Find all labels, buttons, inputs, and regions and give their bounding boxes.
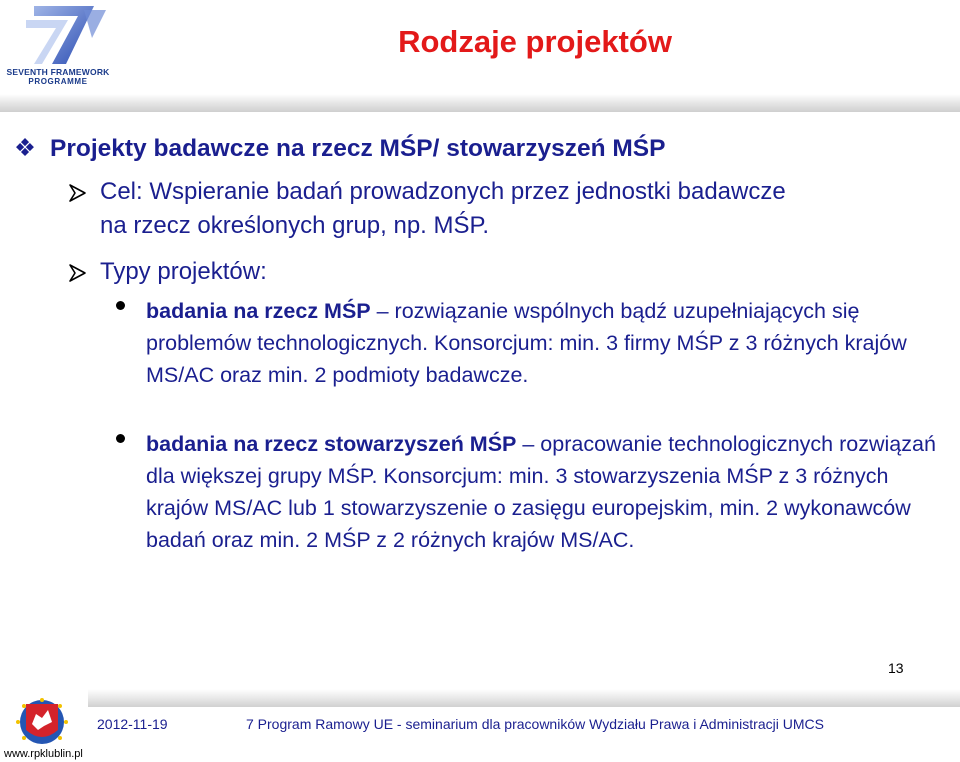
footer-divider [88, 689, 960, 707]
point-types-text: Typy projektów: [100, 258, 267, 285]
footer-date: 2012-11-19 [97, 716, 168, 732]
page-number: 13 [888, 660, 904, 676]
fp7-logo-line1: SEVENTH FRAMEWORK [6, 67, 110, 77]
subpoint-sme-research [146, 295, 946, 391]
main-heading-text: Projekty badawcze na rzecz MŚP/ stowarzyszeń MŚP [50, 135, 666, 162]
subpoint-sme-associations [146, 428, 946, 556]
point-goal-line2: na rzecz określonych grup, np. MŚP. [100, 212, 490, 239]
header-divider [0, 94, 960, 112]
subpoint-sme-associations-bold: badania na rzecz stowarzyszeń MŚP [146, 432, 517, 456]
subpoint-sme-associations-text: – opracowanie technologicznych rozwiązań dla większej grupy MŚP. Konsorcjum: min. 3 stowarzyszenia MŚP z 3 różnych krajów MS/AC lub 1 stowarzyszenie o zasięgu europejskim, min. 2 wykonawców badań oraz min. 2 MŚP z 2 różnych krajów MS/AC. [146, 432, 936, 552]
site-url: www.rpklublin.pl [4, 748, 83, 760]
point-goal-line1: Cel: Wspieranie badań prowadzonych przez jednostki badawcze [100, 178, 786, 205]
subpoint-sme-research-text: – rozwiązanie wspólnych bądź uzupełniających się problemów technologicznych. Konsorcjum: min. 3 firmy MŚP z 3 różnych krajów MS/AC oraz min. 2 podmioty badawcze. [146, 299, 907, 387]
bullet-dot-icon [116, 434, 125, 443]
footer-event-text: 7 Program Ramowy UE - seminarium dla pracowników Wydziału Prawa i Administracji UMCS [246, 716, 824, 732]
subpoint-sme-research-bold: badania na rzecz MŚP [146, 299, 371, 323]
bullet-dot-icon [116, 301, 125, 310]
main-heading [14, 133, 665, 163]
diamond-dot-icon: ❖ [14, 135, 36, 162]
slide-title: Rodzaje projektów [398, 24, 672, 59]
fp7-logo-line2: PROGRAMME [28, 77, 88, 86]
rpk-lublin-logo [4, 694, 80, 750]
